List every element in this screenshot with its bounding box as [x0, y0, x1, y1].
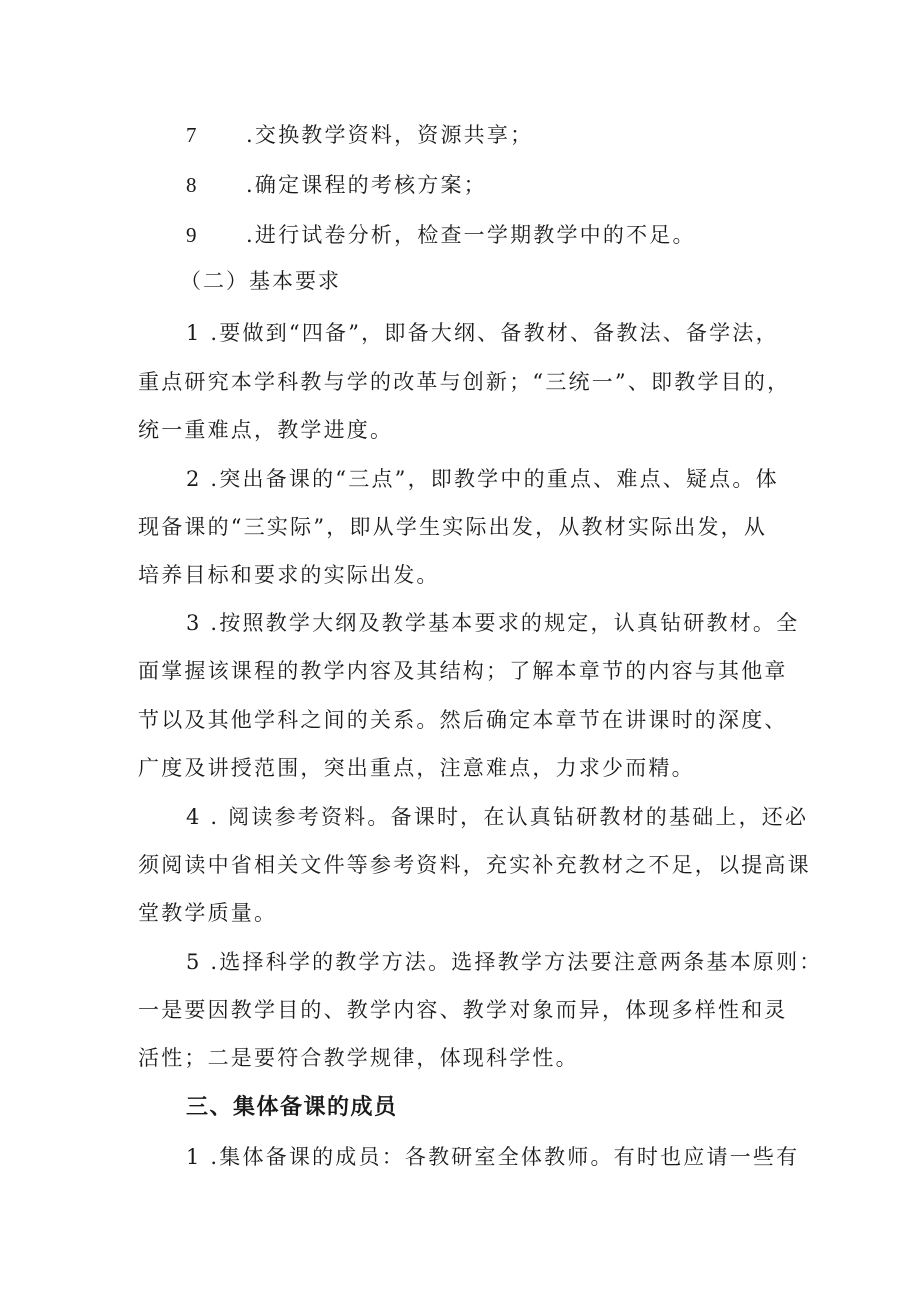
paragraph-line: 堂教学质量。 [138, 901, 278, 925]
paragraph-line: 面掌握该课程的教学内容及其结构；了解本章节的内容与其他章 [138, 659, 788, 683]
paragraph-line: 1 .集体备课的成员：各教研室全体教师。有时也应请一些有 [186, 1145, 800, 1169]
paragraph-line: 2 .突出备课的“三点”，即教学中的重点、难点、疑点。体 [186, 467, 779, 491]
paragraph-line: 广度及讲授范围，突出重点，注意难点，力求少而精。 [138, 756, 695, 780]
item-text: .确定课程的考核方案； [246, 173, 487, 197]
item-number: 8 [186, 173, 197, 197]
item-number: 7 [186, 123, 197, 147]
paragraph-line: 5 .选择科学的教学方法。选择教学方法要注意两条基本原则： [186, 950, 823, 974]
subheading: （二）基本要求 [180, 269, 341, 293]
paragraph-line: 3 .按照教学大纲及教学基本要求的规定，认真钻研教材。全 [186, 611, 800, 635]
item-text: .进行试卷分析，检查一学期教学中的不足。 [246, 223, 696, 247]
paragraph-line: 重点研究本学科教与学的改革与创新；“三统一”、即教学目的， [138, 370, 791, 394]
paragraph-line: 节以及其他学科之间的关系。然后确定本章节在讲课时的深度、 [138, 708, 788, 732]
paragraph-line: 现备课的“三实际”，即从学生实际出发，从教材实际出发，从 [138, 515, 768, 539]
paragraph-line: 须阅读中省相关文件等参考资料，充实补充教材之不足，以提高课 [138, 853, 811, 877]
section-heading: 三、集体备课的成员 [186, 1095, 398, 1120]
paragraph-line: 统一重难点，教学进度。 [138, 418, 394, 442]
paragraph-line: 一是要因教学目的、教学内容、教学对象而异，体现多样性和灵 [138, 998, 788, 1022]
item-number: 9 [186, 223, 197, 247]
paragraph-line: 1 .要做到“四备”，即备大纲、备教材、备教法、备学法， [186, 321, 779, 345]
item-text: .交换教学资料，资源共享； [246, 123, 534, 147]
paragraph-line: 4 . 阅读参考资料。备课时，在认真钻研教材的基础上，还必 [186, 805, 809, 829]
paragraph-line: 培养目标和要求的实际出发。 [138, 563, 440, 587]
paragraph-line: 活性；二是要符合教学规律，体现科学性。 [138, 1046, 579, 1070]
